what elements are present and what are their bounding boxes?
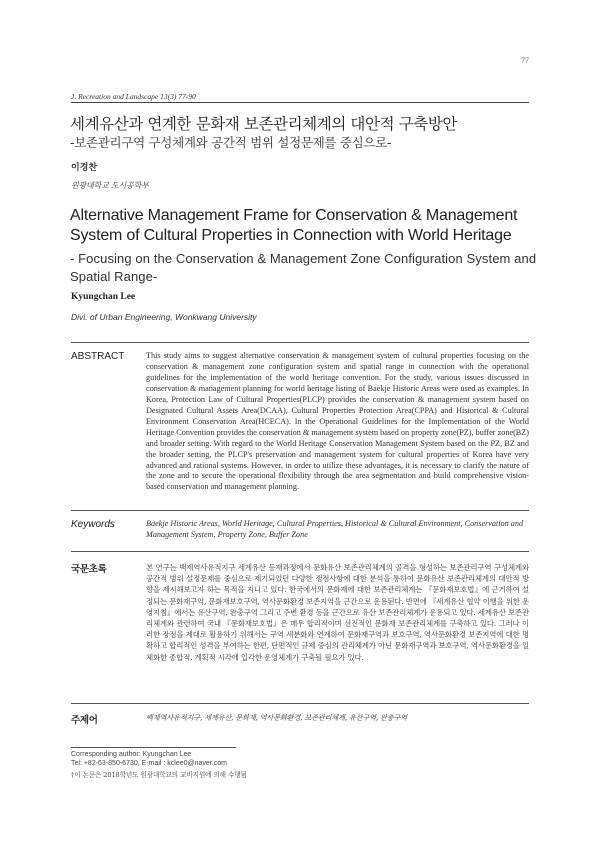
journal-citation: J. Recreation and Landscape 13(3) 77-90 bbox=[71, 92, 196, 101]
korean-affiliation: 원광대학교 도시공학부 bbox=[71, 181, 149, 190]
english-author: Kyungchan Lee bbox=[71, 292, 136, 302]
english-subtitle: - Focusing on the Conservation & Management Zone Configuration System and Spatial Range- bbox=[70, 251, 537, 284]
footnote-funding: †이 논문은 2018학년도 원광대학교의 교비지원에 의해 수행됨 bbox=[71, 771, 247, 779]
korean-keywords-rule bbox=[71, 703, 529, 704]
korean-subtitle: -보존관리구역 구성체계와 공간적 범위 설정문제를 중심으로- bbox=[70, 135, 392, 150]
keywords-text: Baekje Historic Areas, World Heritage, Cultural Properties, Historical & Cultural Environment, Conservation and Management System, Property Zone, Buffer Zone bbox=[146, 519, 524, 539]
korean-abstract-text: 본 연구는 백제역사유적지구 세계유산 등재과정에서 문화유산 보존관리체계의 골격을 형성하는 보존관리구역 구성체계와 공간적 범위 설정문제를 중심으로 제기되었던 다양한 쟁점사항에 대한 분석을 통하여 문화유산 보존관리체계의 대안적 방향을 제시해보고자 하는 목적을 지니고 있다. 한국에서의 문화재에 대한 보존관리체계는 『문화재보호법』에 근거하여 설정되는 문화재구역, 문화재보호구역, 역사문화환경 보존지역을 근간으로 운용된다. 반면에 『세계유산 협약 이행을 위한 운영지침』에서는 유산구역, 완충구역 그리고 주변 환경 등을 근간으로 유산 보존관리체계가 운용되고 있다. 세계유산 보존관리체계와 관련하여 국내 『문화재보호법』은 매우 합리적이며 선진적인 문화재 보존관리체계를 구축하고 있다. 그러나 이러한 장점을 제대로 활용하기 위해서는 구역 세분화와 연계하여 문화재구역과 보호구역, 역사문화환경 보존지역에 대한 명확하고 합리적인 성격을 부여하는 한편, 단편적인 규제 중심의 관리체계가 아닌 문화재구역과 보호구역, 역사문화환경을 일체화한 종합적, 계획적 시각에 입각한 운영체계가 구축될 필요가 있다. bbox=[146, 563, 529, 662]
english-title: Alternative Management Frame for Conservation & Management System of Cultural Properties in Connection with World Heritage bbox=[70, 207, 518, 244]
korean-abstract-label: 국문초록 bbox=[71, 564, 107, 575]
korean-keywords-text: 백제역사유적지구, 세계유산, 문화재, 역사문화환경, 보존관리체계, 유산구역, 완충구역 bbox=[146, 713, 408, 722]
abstract-text: This study aims to suggest alternative conservation & management system of cultural properties focusing on the conservation & management zone configuration system and spatial range in connection with the operational guidelines for the implementation of the world heritage convention. For the study, various issues discussed in conservation & management planning for world heritage listing of Baekje Historic Areas were used as examples. In Korea, Protection Law of Cultural Properties(PLCP) provides the conservation & management system based on Designated Cultural Assets Area(DCAA), Cultural Properties Protection Area(CPPA) and Historical & Cultural Environment Conservation Area(HCECA). In the Operational Guidelines for the Implementation of the World Heritage Convention provides the conservation & management system based on property zone(PZ), buffer zone(BZ) and broader setting. With regard to the World Heritage Conservation Management System based on the PZ, BZ and the broader setting, the PLCP's preservation and management system for cultural properties of Korea have very advanced and rational systems. However, in order to utilize these advantages, it is necessary to clarify the nature of the zone and to secure the operational flexibility through the area segmentation and build comprehensive vision-based conservation and management planning. bbox=[146, 351, 529, 492]
korean-keywords-label: 주제어 bbox=[71, 715, 98, 726]
page-number: 77 bbox=[521, 56, 529, 65]
keywords-label: Keywords bbox=[71, 519, 115, 530]
abstract-rule bbox=[71, 342, 529, 343]
korean-abstract-rule bbox=[71, 551, 529, 552]
header-rule bbox=[71, 102, 529, 103]
footnote-corresponding: Corresponding author: Kyungchan Lee bbox=[71, 751, 192, 758]
footnote-contact: Tel: +82-63-850-6730, E-mail : kclee0@naver.com bbox=[71, 760, 227, 767]
korean-author: 이경찬 bbox=[71, 163, 98, 173]
korean-title: 세계유산과 연계한 문화재 보존관리체계의 대안적 구축방안 bbox=[70, 115, 457, 133]
footnote-rule bbox=[71, 747, 236, 748]
keywords-rule bbox=[71, 510, 529, 511]
abstract-label: ABSTRACT bbox=[71, 351, 125, 362]
english-affiliation: Divi. of Urban Engineering, Wonkwang University bbox=[71, 312, 257, 322]
